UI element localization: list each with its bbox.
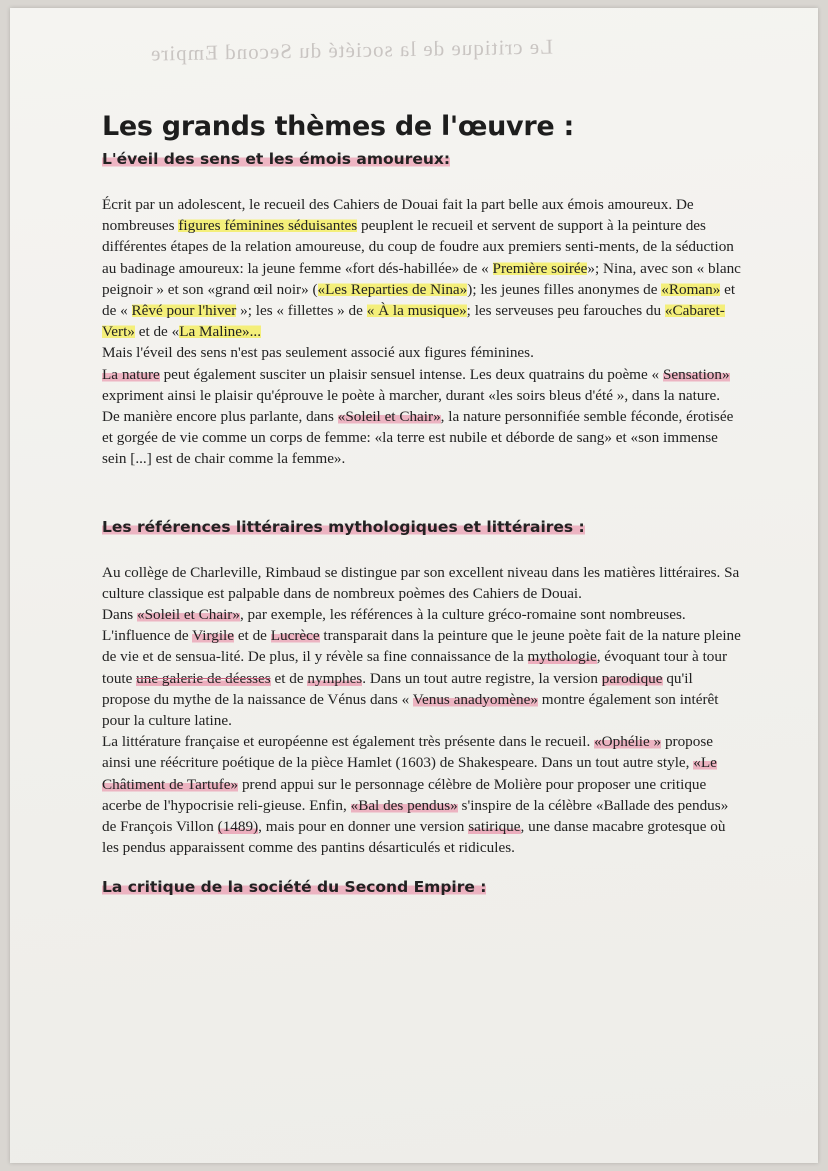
heading-highlight: Les références littéraires mythologiques et littéraires :	[102, 517, 585, 536]
highlight: Sensation»	[662, 365, 730, 383]
highlight: nymphes	[307, 669, 363, 687]
paragraph-greco-romaine: Dans «Soleil et Chair», par exemple, les références à la culture gréco-romaine sont nombreuses. L'influence de Virgile et de Lucrèce transparait dans la peinture que le jeune poète fait de la nature pleine de vie et de sensua-lité. De plus, il y révèle sa fine connaissance de la mythologie, évoquant tour à tour toute une galerie de déesses et de nymphes. Dans un tout autre registre, la version parodique qu'il propose du mythe de la naissance de Vénus dans « Venus anadyomène» montre également son intérêt pour la culture latine.	[102, 606, 741, 730]
highlight: La nature	[102, 365, 160, 383]
highlight: «Soleil et Chair»	[137, 606, 240, 624]
highlight: «Roman»	[661, 280, 721, 298]
section-heading-eveil	[102, 148, 742, 170]
highlight: « À la musique»	[366, 302, 467, 320]
paragraph-nature: La nature peut également susciter un plaisir sensuel intense. Les deux quatrains du poème « Sensation» expriment ainsi le plaisir qu'éprouve le poète à marcher, durant «les soirs bleus d'été », dans la nature.	[102, 365, 730, 404]
highlight: figures féminines séduisantes	[178, 217, 358, 235]
highlight: Venus anadyomène»	[412, 690, 538, 708]
highlight: Lucrèce	[270, 627, 320, 645]
highlight: parodique	[601, 669, 663, 687]
highlight: «Soleil et Chair»	[337, 408, 441, 426]
highlight: «Bal des pendus»	[350, 796, 458, 814]
highlight: une galerie de déesses	[136, 669, 271, 687]
page-title: Les grands thèmes de l'œuvre :	[102, 111, 574, 142]
paragraph-soleil-chair: De manière encore plus parlante, dans «Soleil et Chair», la nature personnifiée semble féconde, érotisée et gorgée de vie comme un corps de femme: «la terre est nubile et déborde de sang» et «son immense sein [...] est de chair comme la femme».	[102, 408, 734, 468]
section-heading-references	[102, 516, 742, 538]
highlight: Virgile	[192, 627, 235, 645]
highlight: Rêvé pour l'hiver	[131, 302, 237, 320]
highlight: «Le Châtiment de Tartufe»	[102, 754, 717, 793]
paragraph-eveil-sens: Mais l'éveil des sens n'est pas seulement associé aux figures féminines.	[102, 344, 534, 362]
highlight: satirique	[468, 818, 521, 836]
section-heading-critique	[102, 876, 742, 898]
highlight: mythologie	[527, 648, 597, 666]
paragraph-litterature: La littérature française et européenne est également très présente dans le recueil. «Ophélie » propose ainsi une réécriture poétique de la pièce Hamlet (1603) de Shakespeare. Dans un tout autre style, «Le Châtiment de Tartufe» prend appui sur le personnage célèbre de Molière pour proposer une critique acerbe de l'hypocrisie reli-gieuse. Enfin, «Bal des pendus» s'inspire de la célèbre «Ballade des pendus» de François Villon (1489), mais pour en donner une version satirique, une danse macabre grotesque où les pendus apparaissent comme des pantins désarticulés et ridicules.	[102, 733, 729, 857]
highlight: «Les Reparties de Nina»	[317, 280, 468, 298]
document-content	[102, 110, 742, 898]
document-page	[10, 8, 818, 1163]
paragraph-charleville: Au collège de Charleville, Rimbaud se distingue par son excellent niveau dans les matières littéraires. Sa culture classique est palpable dans de nombreux poèmes des Cahiers de Douai.	[102, 563, 740, 602]
highlight: Première soirée	[492, 259, 588, 277]
bleed-through-text: Le critique de la société du Second Empire	[149, 34, 554, 66]
heading-highlight: La critique de la société du Second Empire :	[102, 878, 487, 897]
highlight: La Maline»...	[179, 323, 262, 341]
highlight: «Cabaret-Vert»	[102, 302, 725, 341]
highlight: «Ophélie »	[594, 733, 662, 751]
paragraph-emois: Écrit par un adolescent, le recueil des Cahiers de Douai fait la part belle aux émois amoureux. De nombreuses figures féminines séduisantes peuplent le recueil et servent de support à la peinture des différentes étapes de la relation amoureuse, du coup de foudre aux premiers senti-ments, de la séduction au badinage amoureux: la jeune femme «fort dés-habillée» de « Première soirée»; Nina, avec son « blanc peignoir » et son «grand œil noir» («Les Reparties de Nina»); les jeunes filles anonymes de «Roman» et de « Rêvé pour l'hiver »; les « fillettes » de « À la musique»; les serveuses peu farouches du «Cabaret-Vert» et de «La Maline»...	[102, 196, 741, 341]
highlight: (1489)	[217, 818, 259, 836]
heading-highlight: L'éveil des sens et les émois amoureux:	[102, 150, 451, 168]
